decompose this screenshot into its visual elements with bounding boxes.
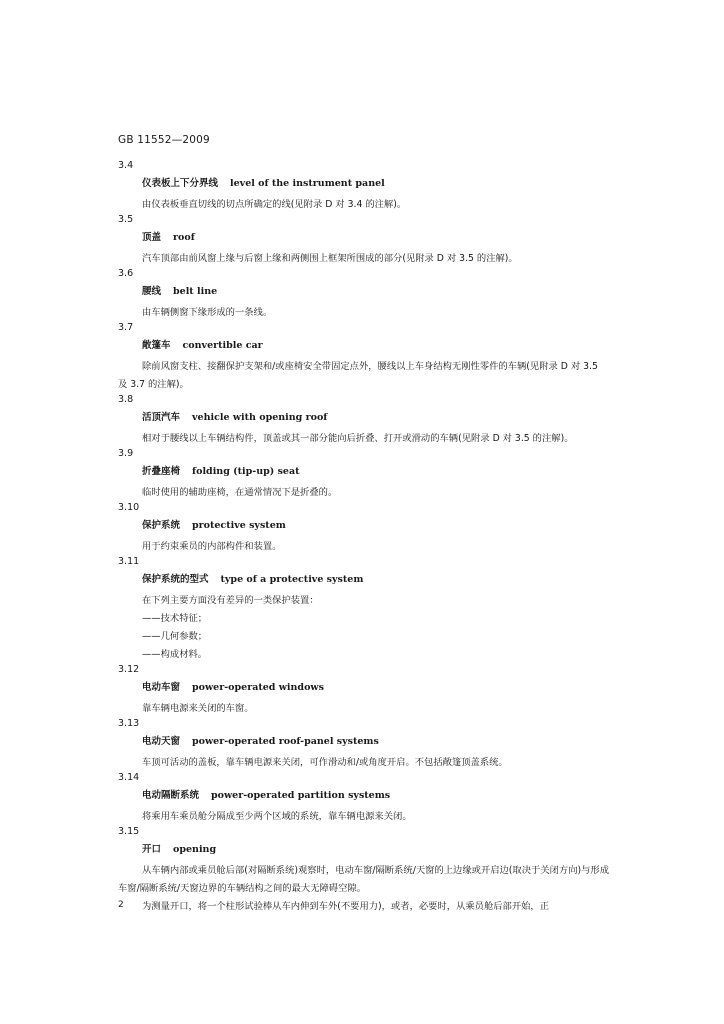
definition-entry [118,664,610,718]
clause-number: 3.7 [118,322,134,333]
term-chinese: 腰线 [142,286,162,297]
clause-number: 3.10 [118,502,140,513]
clause-number: 3.11 [118,556,140,567]
term-heading [142,340,610,352]
list-item: ——构成材料。 [142,649,208,660]
term-english: power-operated windows [192,682,324,693]
term-chinese: 电动天窗 [142,736,181,747]
definition-text: 除前风窗支柱、接翻保护支架和/或座椅安全带固定点外，腰线以上车身结构无刚性零件的车辆(见附录 D 对 3.5 及 3.7 的注解)。 [118,361,598,390]
list-item: ——几何参数； [142,631,208,642]
definition-entry [118,322,610,394]
term-english: opening [173,844,217,855]
term-heading [142,466,610,478]
clause-number: 3.8 [118,394,134,405]
term-chinese: 电动隔断系统 [142,790,200,801]
clause-number: 3.15 [118,826,140,837]
clause-number: 3.14 [118,772,140,783]
definition-text: 靠车辆电源来关闭的车窗。 [142,703,254,714]
term-english: power-operated roof-panel systems [192,736,379,747]
definition-entry [118,772,610,826]
term-english: convertible car [182,340,263,351]
definition-entry [118,448,610,502]
definition-text: 从车辆内部或乘员舱后部(对隔断系统)观察时，电动车窗/隔断系统/天窗的上边缘或开启边(取决于关闭方向)与形成车窗/隔断系统/天窗边界的车辆结构之间的最大无障碍空隙。 [118,865,610,894]
standard-number-header: GB 11552—2009 [118,134,210,146]
definition-entry [118,556,610,664]
definition-text: 由车辆侧窗下缘形成的一条线。 [142,307,273,318]
definition-text: 为测量开口，将一个柱形试验棒从车内伸到车外(不要用力)，或者，必要时，从乘员舱后部开始，正 [142,901,550,912]
term-heading [142,232,610,244]
term-chinese: 敞篷车 [142,340,171,351]
term-english: belt line [173,286,218,297]
term-chinese: 开口 [142,844,162,855]
term-english: roof [173,232,195,243]
term-chinese: 保护系统 [142,520,181,531]
term-heading [142,412,610,424]
term-heading [142,736,610,748]
term-heading [142,682,610,694]
term-heading [142,574,610,586]
definition-entry [118,826,610,916]
term-english: type of a protective system [220,574,364,585]
definition-text: 由仪表板垂直切线的切点所确定的线(见附录 D 对 3.4 的注解)。 [142,199,407,210]
definition-text: 将乘用车乘员舱分隔成至少两个区域的系统，靠车辆电源来关闭。 [142,811,412,822]
term-heading [142,178,610,190]
definition-entry [118,160,610,214]
list-item: ——技术特征； [142,613,208,624]
term-chinese: 折叠座椅 [142,466,181,477]
term-english: protective system [192,520,286,531]
term-english: vehicle with opening roof [192,412,328,423]
definition-text: 临时使用的辅助座椅，在通常情况下是折叠的。 [142,487,338,498]
term-heading [142,520,610,532]
term-chinese: 保护系统的型式 [142,574,209,585]
definition-text: 相对于腰线以上车辆结构件，顶盖或其一部分能向后折叠、打开或滑动的车辆(见附录 D 对 3.5 的注解)。 [142,433,574,444]
term-chinese: 电动车窗 [142,682,181,693]
definition-text: 车顶可活动的盖板，靠车辆电源来关闭，可作滑动和/或角度开启。不包括敞篷顶盖系统。 [142,757,508,768]
term-chinese: 顶盖 [142,232,162,243]
clause-number: 3.4 [118,160,134,171]
term-heading [142,790,610,802]
definition-entry [118,394,610,448]
term-english: folding (tip-up) seat [192,466,300,477]
definitions-section [118,160,610,916]
clause-number: 3.6 [118,268,134,279]
clause-number: 3.9 [118,448,134,459]
term-heading [142,286,610,298]
term-english: power-operated partition systems [211,790,391,801]
term-english: level of the instrument panel [230,178,385,189]
clause-number: 3.12 [118,664,140,675]
term-chinese: 活顶汽车 [142,412,181,423]
definition-entry [118,268,610,322]
definition-entry [118,502,610,556]
clause-number: 3.5 [118,214,134,225]
page-number: 2 [118,900,124,910]
definition-entry [118,718,610,772]
definition-entry [118,214,610,268]
term-chinese: 仪表板上下分界线 [142,178,219,189]
term-heading [142,844,610,856]
definition-text: 在下列主要方面没有差异的一类保护装置： [142,595,319,606]
definition-text: 用于约束乘员的内部构件和装置。 [142,541,282,552]
definition-text: 汽车顶部由前风窗上缘与后窗上缘和两侧围上框架所围成的部分(见附录 D 对 3.5 的注解)。 [142,253,518,264]
clause-number: 3.13 [118,718,140,729]
